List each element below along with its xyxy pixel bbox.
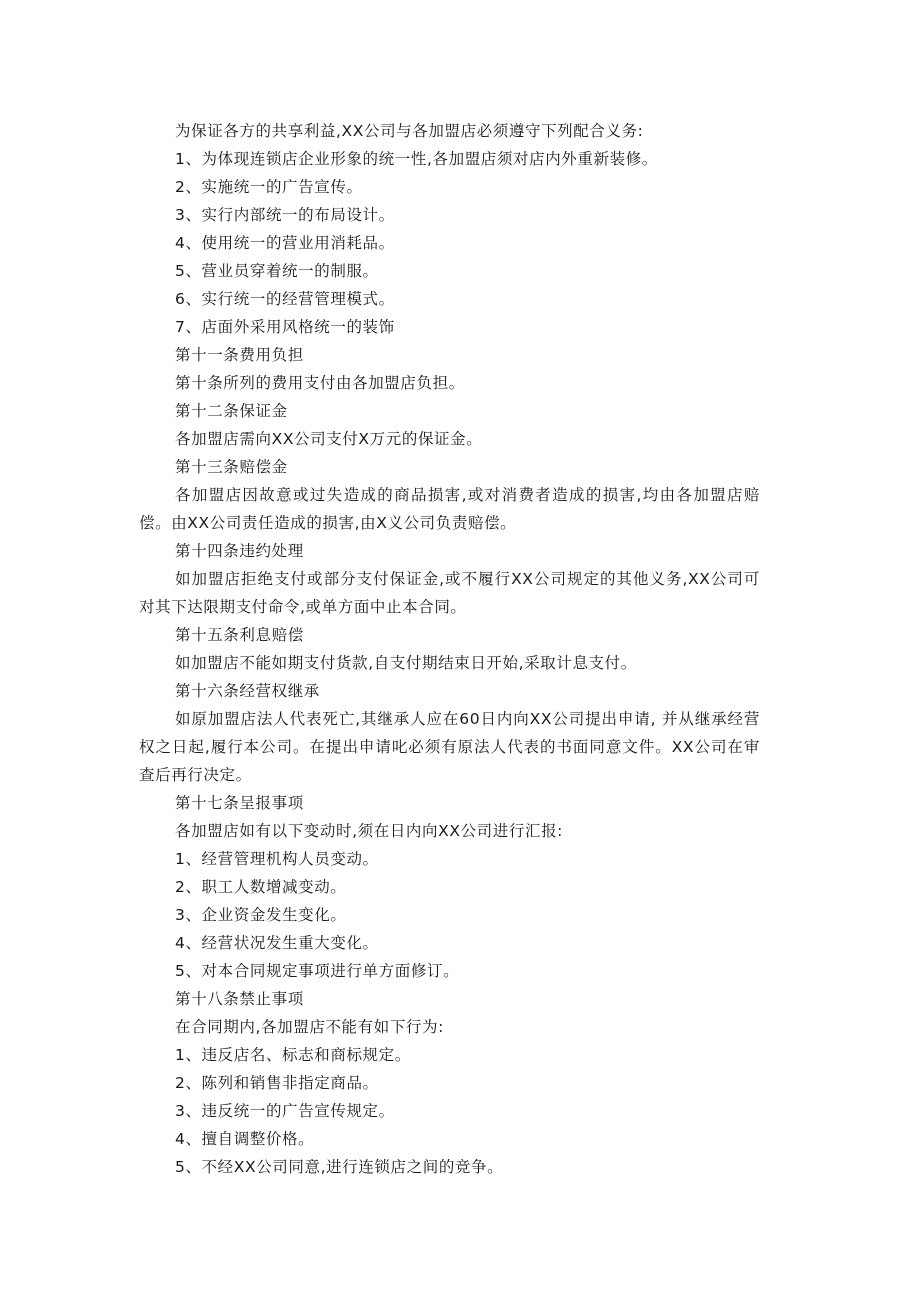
document-body [139,117,760,1181]
list-item: 3、实行内部统一的布局设计。 [175,206,395,224]
list-item: 4、经营状况发生重大变化。 [175,934,379,952]
list-item: 3、企业资金发生变化。 [175,906,347,924]
article-heading: 第十三条赔偿金 [175,458,288,476]
paragraph: 各加盟店因故意或过失造成的商品损害,或对消费者造成的损害,均由各加盟店赔偿。由XX公司责任造成的损害,由X义公司负责赔偿。 [139,486,760,532]
list-item: 6、实行统一的经营管理模式。 [175,290,395,308]
paragraph: 如加盟店不能如期支付货款,自支付期结束日开始,采取计息支付。 [175,654,637,672]
paragraph: 各加盟店如有以下变动时,须在日内向XX公司进行汇报: [175,822,563,840]
article-heading: 第十二条保证金 [175,402,288,420]
article-heading: 第十五条利息赔偿 [175,626,304,644]
list-item: 1、为体现连锁店企业形象的统一性,各加盟店须对店内外重新装修。 [175,150,658,168]
paragraph: 第十条所列的费用支付由各加盟店负担。 [175,374,465,392]
list-item: 3、违反统一的广告宣传规定。 [175,1102,395,1120]
article-heading: 第十一条费用负担 [175,346,304,364]
article-heading: 第十四条违约处理 [175,542,304,560]
article-heading: 第十八条禁止事项 [175,990,304,1008]
list-item: 2、实施统一的广告宣传。 [175,178,363,196]
list-item: 5、营业员穿着统一的制服。 [175,262,379,280]
list-item: 4、擅自调整价格。 [175,1130,315,1148]
list-item: 4、使用统一的营业用消耗品。 [175,234,395,252]
paragraph: 如加盟店拒绝支付或部分支付保证金,或不履行XX公司规定的其他义务,XX公司可对其下达限期支付命令,或单方面中止本合同。 [139,570,760,616]
list-item: 5、对本合同规定事项进行单方面修订。 [175,962,460,980]
list-item: 5、不经XX公司同意,进行连锁店之间的竞争。 [175,1158,504,1176]
paragraph: 如原加盟店法人代表死亡,其继承人应在60日内向XX公司提出申请, 并从继承经营权之日起,履行本公司。在提出申请叱必须有原法人代表的书面同意文件。XX公司在审查后再行决定。 [139,710,760,784]
paragraph: 为保证各方的共享利益,XX公司与各加盟店必须遵守下列配合义务: [175,122,644,140]
list-item: 2、职工人数增减变动。 [175,878,347,896]
list-item: 1、经营管理机构人员变动。 [175,850,379,868]
article-heading: 第十七条呈报事项 [175,794,304,812]
list-item: 7、店面外采用风格统一的装饰 [175,318,395,336]
paragraph: 在合同期内,各加盟店不能有如下行为: [175,1018,444,1036]
paragraph: 各加盟店需向XX公司支付X万元的保证金。 [175,430,483,448]
list-item: 1、违反店名、标志和商标规定。 [175,1046,411,1064]
article-heading: 第十六条经营权继承 [175,682,320,700]
list-item: 2、陈列和销售非指定商品。 [175,1074,379,1092]
